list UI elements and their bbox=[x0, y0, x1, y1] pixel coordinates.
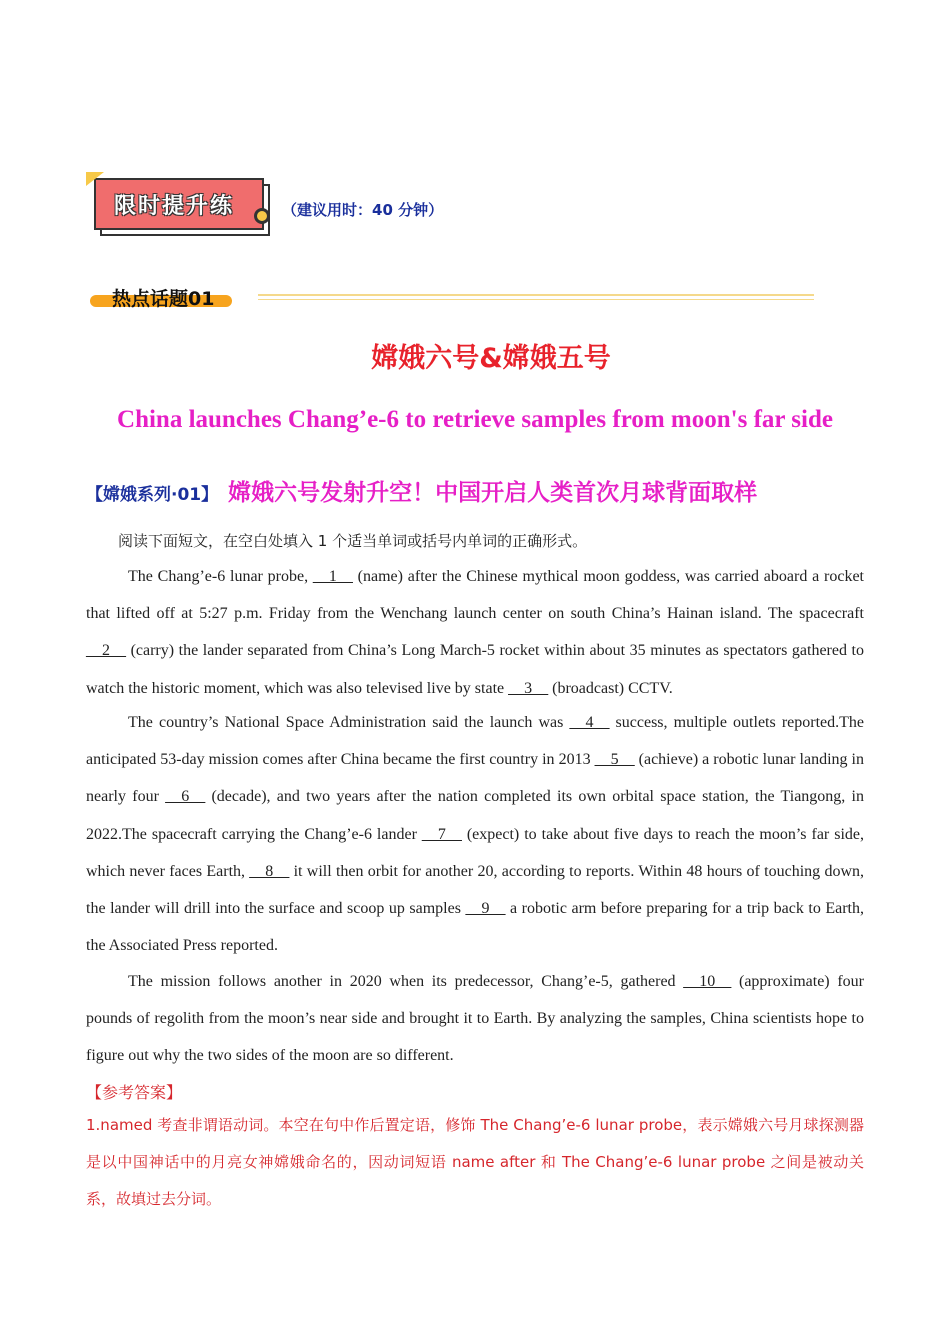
blank-1: __1__ bbox=[312, 568, 353, 585]
passage-text: (expect) to take about five days to reach the moon’s far side, which never faces Earth, bbox=[86, 825, 864, 880]
blank-5: __5__ bbox=[594, 751, 635, 769]
passage-text: success, multiple outlets reported.The anticipated 53-day mission comes after China became the first country in 2013 bbox=[86, 714, 864, 769]
blank-10: __10__ bbox=[683, 973, 732, 990]
passage-paragraph-1 bbox=[86, 558, 864, 707]
passage-paragraph-2 bbox=[86, 704, 864, 964]
passage-text: (decade), and two years after the nation completed its own orbital space station, the Tiangong, in 2022.The spacecraft carrying the Chang’e-6 lander bbox=[86, 788, 865, 843]
blank-8: __8__ bbox=[249, 862, 290, 880]
answer-text: 1.named 考查非谓语动词。本空在句中作后置定语，修饰 The Chang’e-6 lunar probe，表示嫦娥六号月球探测器是以中国神话中的月亮女神嫦娥命名的，因动词短语 name after 和 The Chang’e-6 lunar probe 之间是被动关系，故填过去分词。 bbox=[86, 1116, 864, 1208]
badge-label: 限时提升练 bbox=[114, 193, 235, 219]
series-title: 嫦娥六号发射升空！中国开启人类首次月球背面取样 bbox=[228, 480, 758, 506]
page-title: 嫦娥六号&嫦娥五号 bbox=[371, 343, 611, 374]
passage-text: (name) after the Chinese mythical moon goddess, was carried aboard a rocket that lifted off at 5:27 p.m. Friday from the Wenchang launch center on south China’s Hainan island. The spacecraft bbox=[86, 568, 864, 623]
answer-heading: 【参考答案】 bbox=[86, 1083, 183, 1102]
topic-divider bbox=[258, 294, 814, 296]
passage-text: The country’s National Space Administration said the launch was bbox=[128, 714, 570, 731]
passage-text: (approximate) four pounds of regolith from the moon’s near side and brought it to Earth. By analyzing the samples, China scientists hope to figure out why the two sides of the moon are so different. bbox=[86, 973, 865, 1065]
passage-text: a robotic arm before preparing for a trip back to Earth, the Associated Press reported. bbox=[86, 900, 864, 955]
practice-badge bbox=[86, 172, 276, 242]
passage-text: (achieve) a robotic lunar landing in nearly four bbox=[86, 751, 865, 806]
passage-text: it will then orbit for another 20, according to reports. Within 48 hours of touching down, the lander will drill into the surface and scoop up samples bbox=[86, 862, 864, 918]
passage-paragraph-3 bbox=[86, 963, 864, 1075]
passage-text: (carry) the lander separated from China’s Long March-5 rocket within about 35 minutes as spectators gathered to watch the historic moment, which was also televised live by state bbox=[86, 642, 864, 697]
flag-icon bbox=[86, 172, 104, 186]
passage-text: (broadcast) CCTV. bbox=[548, 679, 673, 697]
blank-6: __6__ bbox=[165, 788, 206, 806]
time-hint: （建议用时：40 分钟） bbox=[282, 201, 444, 219]
passage-text: The Chang’e-6 lunar probe, bbox=[128, 568, 313, 585]
blank-7: __7__ bbox=[421, 825, 462, 843]
blank-2: __2__ bbox=[86, 642, 126, 660]
blank-9: __9__ bbox=[465, 900, 506, 918]
passage-text: The mission follows another in 2020 when its predecessor, Chang’e-5, gathered bbox=[128, 973, 684, 990]
topic-divider-thin bbox=[258, 299, 814, 300]
blank-4: __4__ bbox=[569, 714, 610, 731]
badge-box bbox=[94, 178, 264, 230]
blank-3: __3__ bbox=[508, 679, 549, 697]
series-heading bbox=[86, 474, 886, 507]
ring-icon bbox=[254, 208, 270, 224]
instruction: 阅读下面短文，在空白处填入 1 个适当单词或括号内单词的正确形式。 bbox=[118, 532, 588, 550]
topic-label: 热点话题01 bbox=[112, 288, 215, 310]
series-tag: 【嫦娥系列·01】 bbox=[86, 485, 219, 505]
english-title: China launches Chang’e-6 to retrieve samples from moon's far side bbox=[117, 406, 833, 433]
